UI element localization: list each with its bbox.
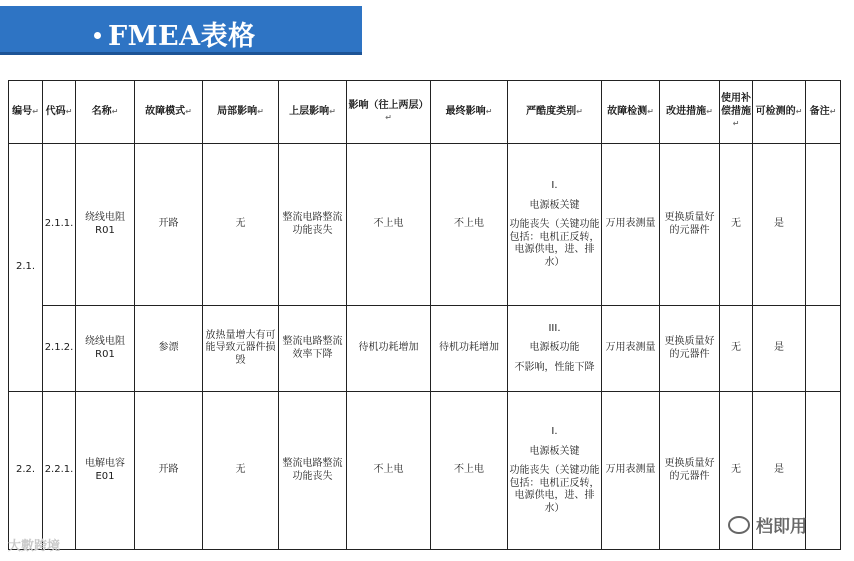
code-cell: 2.2.1. xyxy=(43,392,76,550)
header-cell: 局部影响↵ xyxy=(203,81,279,144)
compensation-cell: 无 xyxy=(720,392,753,550)
compensation-cell: 无 xyxy=(720,306,753,392)
detection-cell: 万用表测量 xyxy=(602,144,660,306)
header-cell: 故障检测↵ xyxy=(602,81,660,144)
detectable-cell: 是 xyxy=(753,392,806,550)
header-cell: 代码↵ xyxy=(43,81,76,144)
local-effect-cell: 无 xyxy=(203,144,279,306)
header-cell: 上层影响↵ xyxy=(279,81,347,144)
remark-cell xyxy=(806,306,841,392)
upper-effect-cell: 整流电路整流效率下降 xyxy=(279,306,347,392)
page-title: FMEA表格 xyxy=(108,21,256,52)
fmea-table xyxy=(8,80,841,550)
header-cell: 名称↵ xyxy=(76,81,135,144)
detection-cell: 万用表测量 xyxy=(602,306,660,392)
improvement-cell: 更换质量好的元器件 xyxy=(660,144,720,306)
compensation-cell: 无 xyxy=(720,144,753,306)
remark-cell xyxy=(806,144,841,306)
table-row xyxy=(9,392,841,550)
severity-cell: I. 电源板关键 功能丧失（关键功能包括：电机正反转，电源供电，进、排水） xyxy=(508,392,602,550)
code-cell: 2.1.1. xyxy=(43,144,76,306)
detectable-cell: 是 xyxy=(753,144,806,306)
upper-effect-cell: 整流电路整流功能丧失 xyxy=(279,144,347,306)
detectable-cell: 是 xyxy=(753,306,806,392)
group-id-cell: 2.1. xyxy=(9,144,43,392)
header-cell: 改进措施↵ xyxy=(660,81,720,144)
table-header-row xyxy=(9,81,841,144)
header-cell: 最终影响↵ xyxy=(431,81,508,144)
two-level-effect-cell: 待机功耗增加 xyxy=(347,306,431,392)
group-id-cell: 2.2. xyxy=(9,392,43,550)
failure-mode-cell: 开路 xyxy=(135,144,203,306)
severity-cell: III. 电源板功能 不影响，性能下降 xyxy=(508,306,602,392)
watermark-left: 大數跨境 xyxy=(8,539,61,554)
remark-cell xyxy=(806,392,841,550)
header-cell: 使用补偿措施↵ xyxy=(720,81,753,144)
title-banner xyxy=(0,6,362,55)
severity-cell: I. 电源板关键 功能丧失（关键功能包括：电机正反转，电源供电，进、排水） xyxy=(508,144,602,306)
header-cell: 编号↵ xyxy=(9,81,43,144)
header-cell: 严酷度类别↵ xyxy=(508,81,602,144)
two-level-effect-cell: 不上电 xyxy=(347,144,431,306)
header-cell: 可检测的↵ xyxy=(753,81,806,144)
final-effect-cell: 不上电 xyxy=(431,144,508,306)
name-cell: 电解电容E01 xyxy=(76,392,135,550)
wechat-icon xyxy=(728,516,750,534)
code-cell: 2.1.2. xyxy=(43,306,76,392)
header-cell: 备注↵ xyxy=(806,81,841,144)
local-effect-cell: 放热量增大有可能导致元器件损毁 xyxy=(203,306,279,392)
watermark-right: 档即用 xyxy=(728,512,807,537)
failure-mode-cell: 参漂 xyxy=(135,306,203,392)
table-row xyxy=(9,144,841,306)
upper-effect-cell: 整流电路整流功能丧失 xyxy=(279,392,347,550)
final-effect-cell: 不上电 xyxy=(431,392,508,550)
improvement-cell: 更换质量好的元器件 xyxy=(660,392,720,550)
table-row xyxy=(9,306,841,392)
name-cell: 绕线电阻R01 xyxy=(76,306,135,392)
failure-mode-cell: 开路 xyxy=(135,392,203,550)
header-cell: 影响（往上两层）↵ xyxy=(347,81,431,144)
header-cell: 故障模式↵ xyxy=(135,81,203,144)
final-effect-cell: 待机功耗增加 xyxy=(431,306,508,392)
improvement-cell: 更换质量好的元器件 xyxy=(660,306,720,392)
local-effect-cell: 无 xyxy=(203,392,279,550)
two-level-effect-cell: 不上电 xyxy=(347,392,431,550)
detection-cell: 万用表测量 xyxy=(602,392,660,550)
name-cell: 绕线电阻R01 xyxy=(76,144,135,306)
